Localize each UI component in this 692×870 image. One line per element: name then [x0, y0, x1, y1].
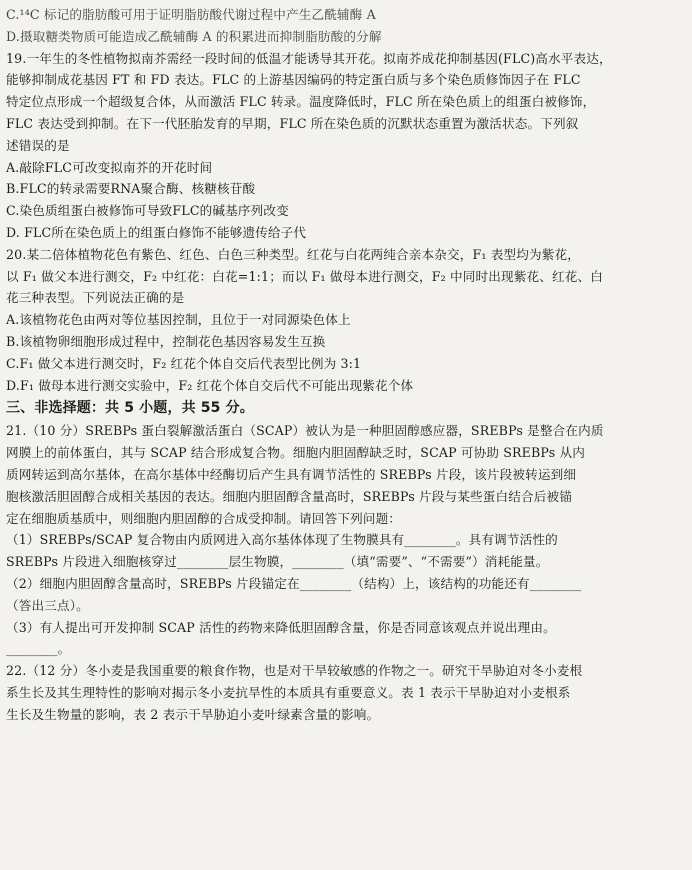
- q19-stem-line-3: 特定位点形成一个超级复合体，从而激活 FLC 转录。温度降低时，FLC 所在染色质上的组蛋白被修饰，: [6, 94, 596, 110]
- q21-part3-line-1: （3）有人提出可开发抑制 SCAP 活性的药物来降低胆固醇含量，你是否同意该观点并说出理由。: [6, 619, 556, 635]
- q21-stem-line-2: 网膜上的前体蛋白，其与 SCAP 结合形成复合物。细胞内胆固醇缺乏时，SCAP 可协助 SREBPs 从内: [6, 445, 585, 461]
- q21-part3-line-2: ________。: [6, 641, 71, 657]
- q21-stem-line-3: 质网转运到高尔基体，在高尔基体中经酶切后产生具有调节活性的 SREBPs 片段，该片段被转运到细: [6, 466, 577, 482]
- q19-option-d: D. FLC所在染色质上的组蛋白修饰不能够遗传给子代: [6, 224, 307, 240]
- exam-page: [6, 4, 686, 726]
- q19-stem-line-5: 述错误的是: [6, 137, 70, 153]
- q19-stem-line-2: 能够抑制成花基因 FT 和 FD 表达。FLC 的上游基因编码的特定蛋白质与多个染色质修饰因子在 FLC: [6, 72, 581, 88]
- q21-part2-line-1: （2）细胞内胆固醇含量高时，SREBPs 片段锚定在________（结构）上，该结构的功能还有________: [6, 575, 582, 591]
- q20-option-b: B.该植物卵细胞形成过程中，控制花色基因容易发生互换: [6, 333, 326, 349]
- q19-option-a: A.敲除FLC可改变拟南芥的开花时间: [6, 159, 213, 175]
- q19-stem-line-4: FLC 表达受到抑制。在下一代胚胎发育的早期，FLC 所在染色质的沉默状态重置为激活状态。下列叙: [6, 115, 579, 131]
- q21-stem-line-5: 定在细胞质基质中，则细胞内胆固醇的合成受抑制。请回答下列问题：: [6, 510, 402, 526]
- q18-option-c: C.¹⁴C 标记的脂肪酸可用于证明脂肪酸代谢过程中产生乙酰辅酶 A: [6, 7, 376, 22]
- q20-option-d: D.F₁ 做母本进行测交实验中，F₂ 红花个体自交后代不可能出现紫花个体: [6, 377, 414, 393]
- q21-part1-line-2: SREBPs 片段进入细胞核穿过________层生物膜，________（填“需要”、“不需要”）消耗能量。: [6, 554, 549, 570]
- section-heading: 三、非选择题：共 5 小题，共 55 分。: [6, 400, 254, 417]
- q19-stem-line-1: 19.一年生的冬性植物拟南芥需经一段时间的低温才能诱导其开花。拟南芥成花抑制基因(FLC)高水平表达，: [6, 50, 612, 66]
- q20-option-c: C.F₁ 做父本进行测交时，F₂ 红花个体自交后代表型比例为 3:1: [6, 355, 362, 371]
- q21-stem-line-4: 胞核激活胆固醇合成相关基因的表达。细胞内胆固醇含量高时，SREBPs 片段与某些蛋白结合后被锚: [6, 488, 572, 504]
- q22-stem-line-3: 生长及生物量的影响，表 2 表示干旱胁迫小麦叶绿素含量的影响。: [6, 706, 380, 722]
- q20-stem-line-3: 花三种表型。下列说法正确的是: [6, 290, 185, 306]
- q21-stem-line-1: 21.（10 分）SREBPs 蛋白裂解激活蛋白（SCAP）被认为是一种胆固醇感应器，SREBPs 是整合在内质: [6, 423, 604, 439]
- q20-option-a: A.该植物花色由两对等位基因控制，且位于一对同源染色体上: [6, 312, 351, 328]
- q19-option-b: B.FLC的转录需要RNA聚合酶、核糖核苷酸: [6, 181, 256, 197]
- q20-stem-line-1: 20.某二倍体植物花色有紫色、红色、白色三种类型。红花与白花两纯合亲本杂交，F₁ 表型均为紫花，: [6, 246, 580, 262]
- q20-stem-line-2: 以 F₁ 做父本进行测交，F₂ 中红花：白花=1:1；而以 F₁ 做母本进行测交，F₂ 中同时出现紫花、红花、白: [6, 268, 603, 284]
- q19-option-c: C.染色质组蛋白被修饰可导致FLC的碱基序列改变: [6, 203, 289, 219]
- q22-stem-line-2: 系生长及其生理特性的影响对揭示冬小麦抗旱性的本质具有重要意义。表 1 表示干旱胁迫对小麦根系: [6, 684, 571, 700]
- q22-stem-line-1: 22.（12 分）冬小麦是我国重要的粮食作物，也是对干旱较敏感的作物之一。研究干旱胁迫对冬小麦根: [6, 663, 583, 679]
- q21-part1-line-1: （1）SREBPs/SCAP 复合物由内质网进入高尔基体体现了生物膜具有________。具有调节活性的: [6, 532, 558, 548]
- q21-part2-line-2: （答出三点）。: [6, 597, 89, 613]
- q18-option-d: D.摄取糖类物质可能造成乙酰辅酶 A 的积累进而抑制脂肪酸的分解: [6, 28, 382, 44]
